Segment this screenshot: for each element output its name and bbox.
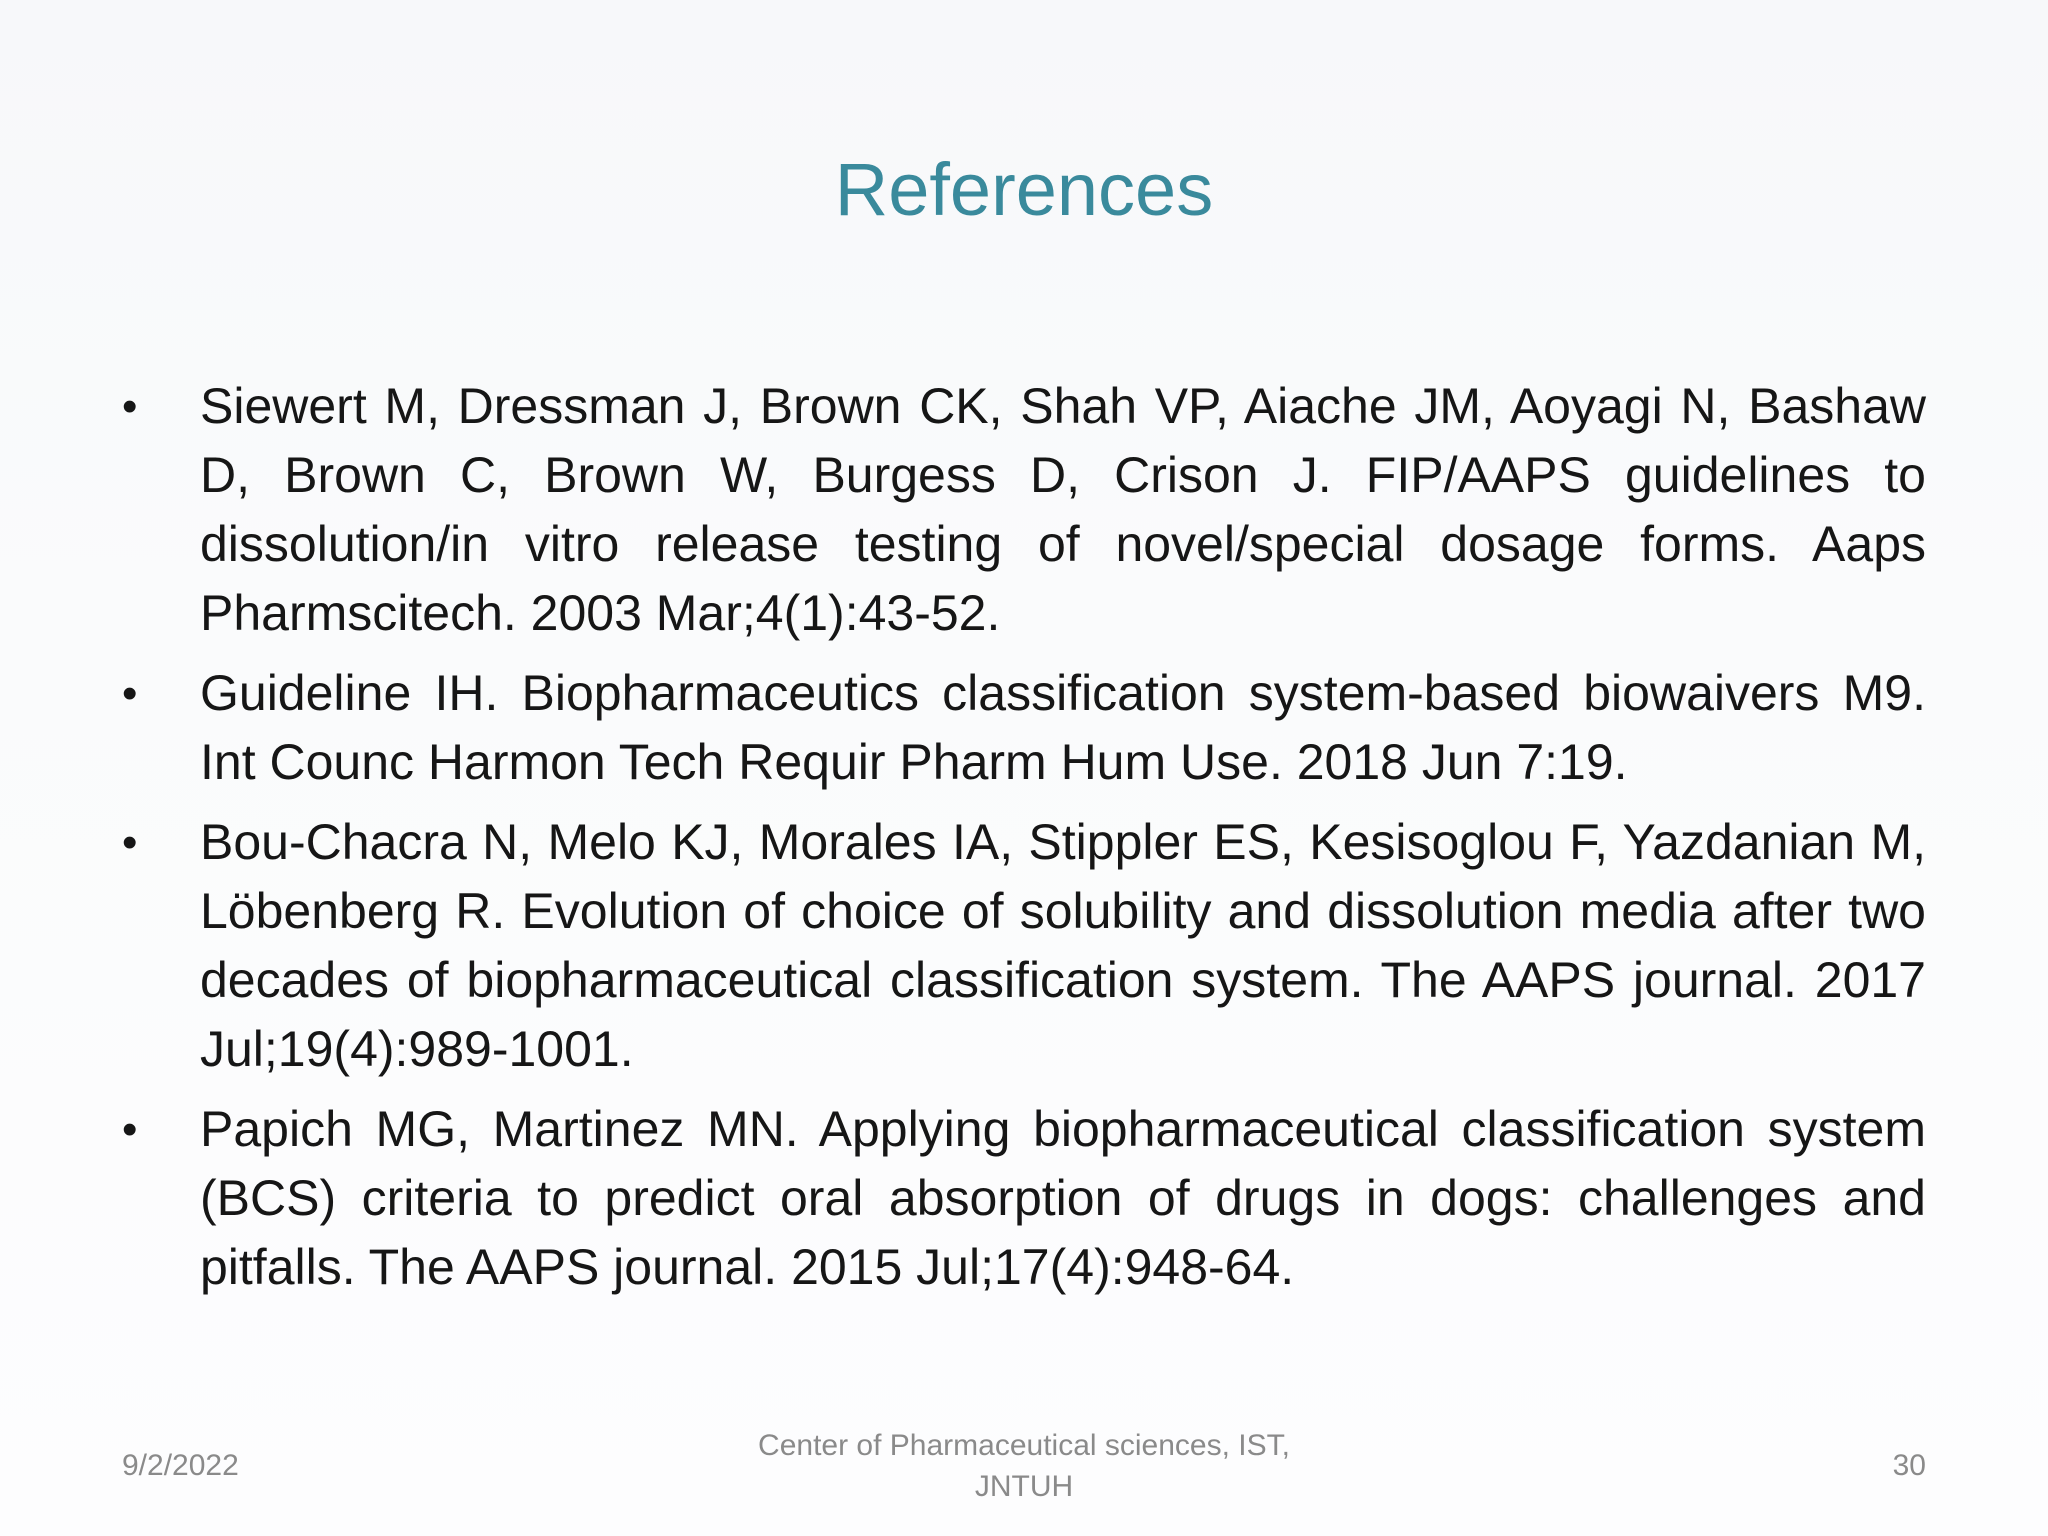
reference-text: Siewert M, Dressman J, Brown CK, Shah VP, Aiache JM, Aoyagi N, Bashaw D, Brown C, Brown W, Burgess D, Crison J. FIP/AAPS guidelines to dissolution/in vitro release testing of novel/special dosage forms. Aaps Pharmscitech. 2003 Mar;4(1):43-52. bbox=[200, 378, 1926, 641]
footer-institution-line2: JNTUH bbox=[974, 1470, 1074, 1503]
reference-text: Bou-Chacra N, Melo KJ, Morales IA, Stippler ES, Kesisoglou F, Yazdanian M, Löbenberg R. Evolution of choice of solubility and dissolution media after two decades of biopharmaceutical classification system. The AAPS journal. 2017 Jul;19(4):989-1001. bbox=[200, 814, 1926, 1077]
footer-institution-line1: Center of Pharmaceutical sciences, IST, bbox=[758, 1429, 1290, 1462]
bullet-icon: • bbox=[122, 1105, 138, 1154]
reference-item bbox=[112, 372, 1926, 648]
slide-title: References bbox=[834, 148, 1214, 231]
reference-text: Guideline IH. Biopharmaceutics classification system-based biowaivers M9. Int Counc Harmon Tech Requir Pharm Hum Use. 2018 Jun 7:19. bbox=[200, 665, 1926, 790]
bullet-icon: • bbox=[122, 669, 138, 718]
footer-institution bbox=[724, 1425, 1324, 1507]
page-number: 30 bbox=[1892, 1449, 1926, 1482]
bullet-icon: • bbox=[122, 818, 138, 867]
reference-text: Papich MG, Martinez MN. Applying biopharmaceutical classification system (BCS) criteria to predict oral absorption of drugs in dogs: challenges and pitfalls. The AAPS journal. 2015 Jul;17(4):948-64. bbox=[200, 1101, 1926, 1295]
bullet-icon: • bbox=[122, 382, 138, 431]
reference-item bbox=[112, 659, 1926, 797]
reference-item bbox=[112, 1095, 1926, 1302]
reference-item bbox=[112, 808, 1926, 1084]
footer-date: 9/2/2022 bbox=[122, 1449, 239, 1482]
reference-list bbox=[112, 372, 1926, 1313]
